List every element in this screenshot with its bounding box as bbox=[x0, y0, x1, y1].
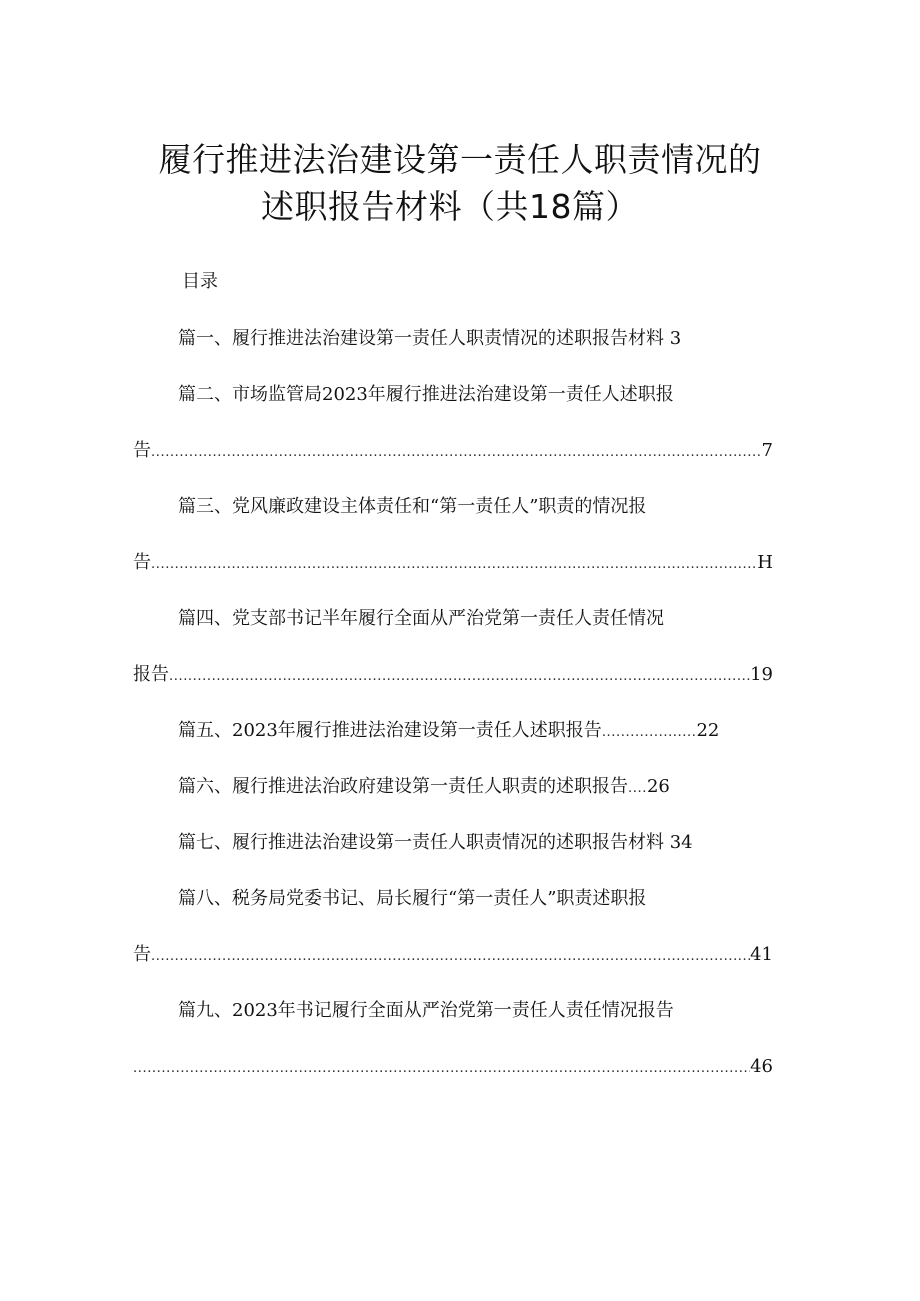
toc-entry-text: 篇三、党风廉政建设主体责任和“第一责任人”职责的情况报 bbox=[178, 496, 647, 517]
toc-entry-text: 篇九、2023年书记履行全面从严治党第一责任人责任情况报告 bbox=[178, 1000, 674, 1021]
toc-entry-page: 7 bbox=[761, 440, 773, 461]
toc-entry-3[interactable] bbox=[178, 495, 646, 519]
toc-entry-text: 篇七、履行推进法治建设第一责任人职责情况的述职报告材料 bbox=[178, 832, 664, 853]
toc-entry-page: H bbox=[757, 552, 773, 573]
toc-entry-page: 3 bbox=[669, 328, 682, 349]
toc-entry-text: 篇六、履行推进法治政府建设第一责任人职责的述职报告 bbox=[178, 776, 628, 797]
toc-leader-dots bbox=[151, 555, 757, 575]
toc-entry-text: 篇一、履行推进法治建设第一责任人职责情况的述职报告材料 bbox=[178, 328, 664, 349]
toc-entry-4-continuation[interactable] bbox=[133, 663, 773, 687]
document-title-line-1: 履行推进法治建设第一责任人职责情况的 bbox=[158, 140, 762, 179]
toc-entry-1[interactable] bbox=[178, 327, 681, 351]
toc-entry-page: 34 bbox=[669, 832, 693, 853]
toc-entry-text-cont: 报告 bbox=[133, 664, 169, 685]
toc-entry-2[interactable] bbox=[178, 383, 674, 407]
toc-entry-text: 篇四、党支部书记半年履行全面从严治党第一责任人责任情况 bbox=[178, 608, 664, 629]
toc-entry-3-continuation[interactable] bbox=[133, 551, 773, 575]
toc-entry-5[interactable] bbox=[178, 719, 719, 743]
toc-entry-text-cont: 告 bbox=[133, 440, 151, 461]
toc-entry-text: 篇二、市场监管局2023年履行推进法治建设第一责任人述职报 bbox=[178, 384, 674, 405]
toc-entry-page: 22 bbox=[696, 720, 720, 741]
toc-entry-7[interactable] bbox=[178, 831, 693, 855]
toc-entry-page: 19 bbox=[750, 664, 773, 685]
toc-entry-page: 46 bbox=[750, 1056, 773, 1077]
toc-entry-text: 篇八、税务局党委书记、局长履行“第一责任人”职责述职报 bbox=[178, 888, 647, 909]
toc-entry-2-continuation[interactable] bbox=[133, 439, 773, 463]
toc-entry-text: 篇五、2023年履行推进法治建设第一责任人述职报告 bbox=[178, 720, 602, 741]
toc-entry-text-cont: 告 bbox=[133, 552, 151, 573]
toc-leader-dots bbox=[169, 667, 750, 687]
toc-entry-8[interactable] bbox=[178, 887, 646, 911]
toc-entry-6[interactable] bbox=[178, 775, 670, 799]
toc-leader-dots: .................... bbox=[601, 725, 697, 740]
toc-entry-page: 41 bbox=[750, 944, 773, 965]
toc-leader-dots bbox=[133, 1059, 750, 1079]
toc-entry-9-continuation[interactable] bbox=[133, 1055, 773, 1079]
toc-entry-4[interactable] bbox=[178, 607, 664, 631]
toc-heading: 目录 bbox=[182, 271, 218, 292]
document-title-line-2: 述职报告材料（共18篇） bbox=[261, 187, 639, 226]
toc-entry-text-cont: 告 bbox=[133, 944, 151, 965]
toc-leader-dots bbox=[151, 443, 762, 463]
toc-entry-page: 26 bbox=[646, 776, 670, 797]
toc-leader-dots bbox=[151, 947, 750, 967]
toc-leader-dots: .... bbox=[628, 781, 647, 796]
toc-entry-8-continuation[interactable] bbox=[133, 943, 773, 967]
toc-entry-9[interactable] bbox=[178, 999, 674, 1023]
